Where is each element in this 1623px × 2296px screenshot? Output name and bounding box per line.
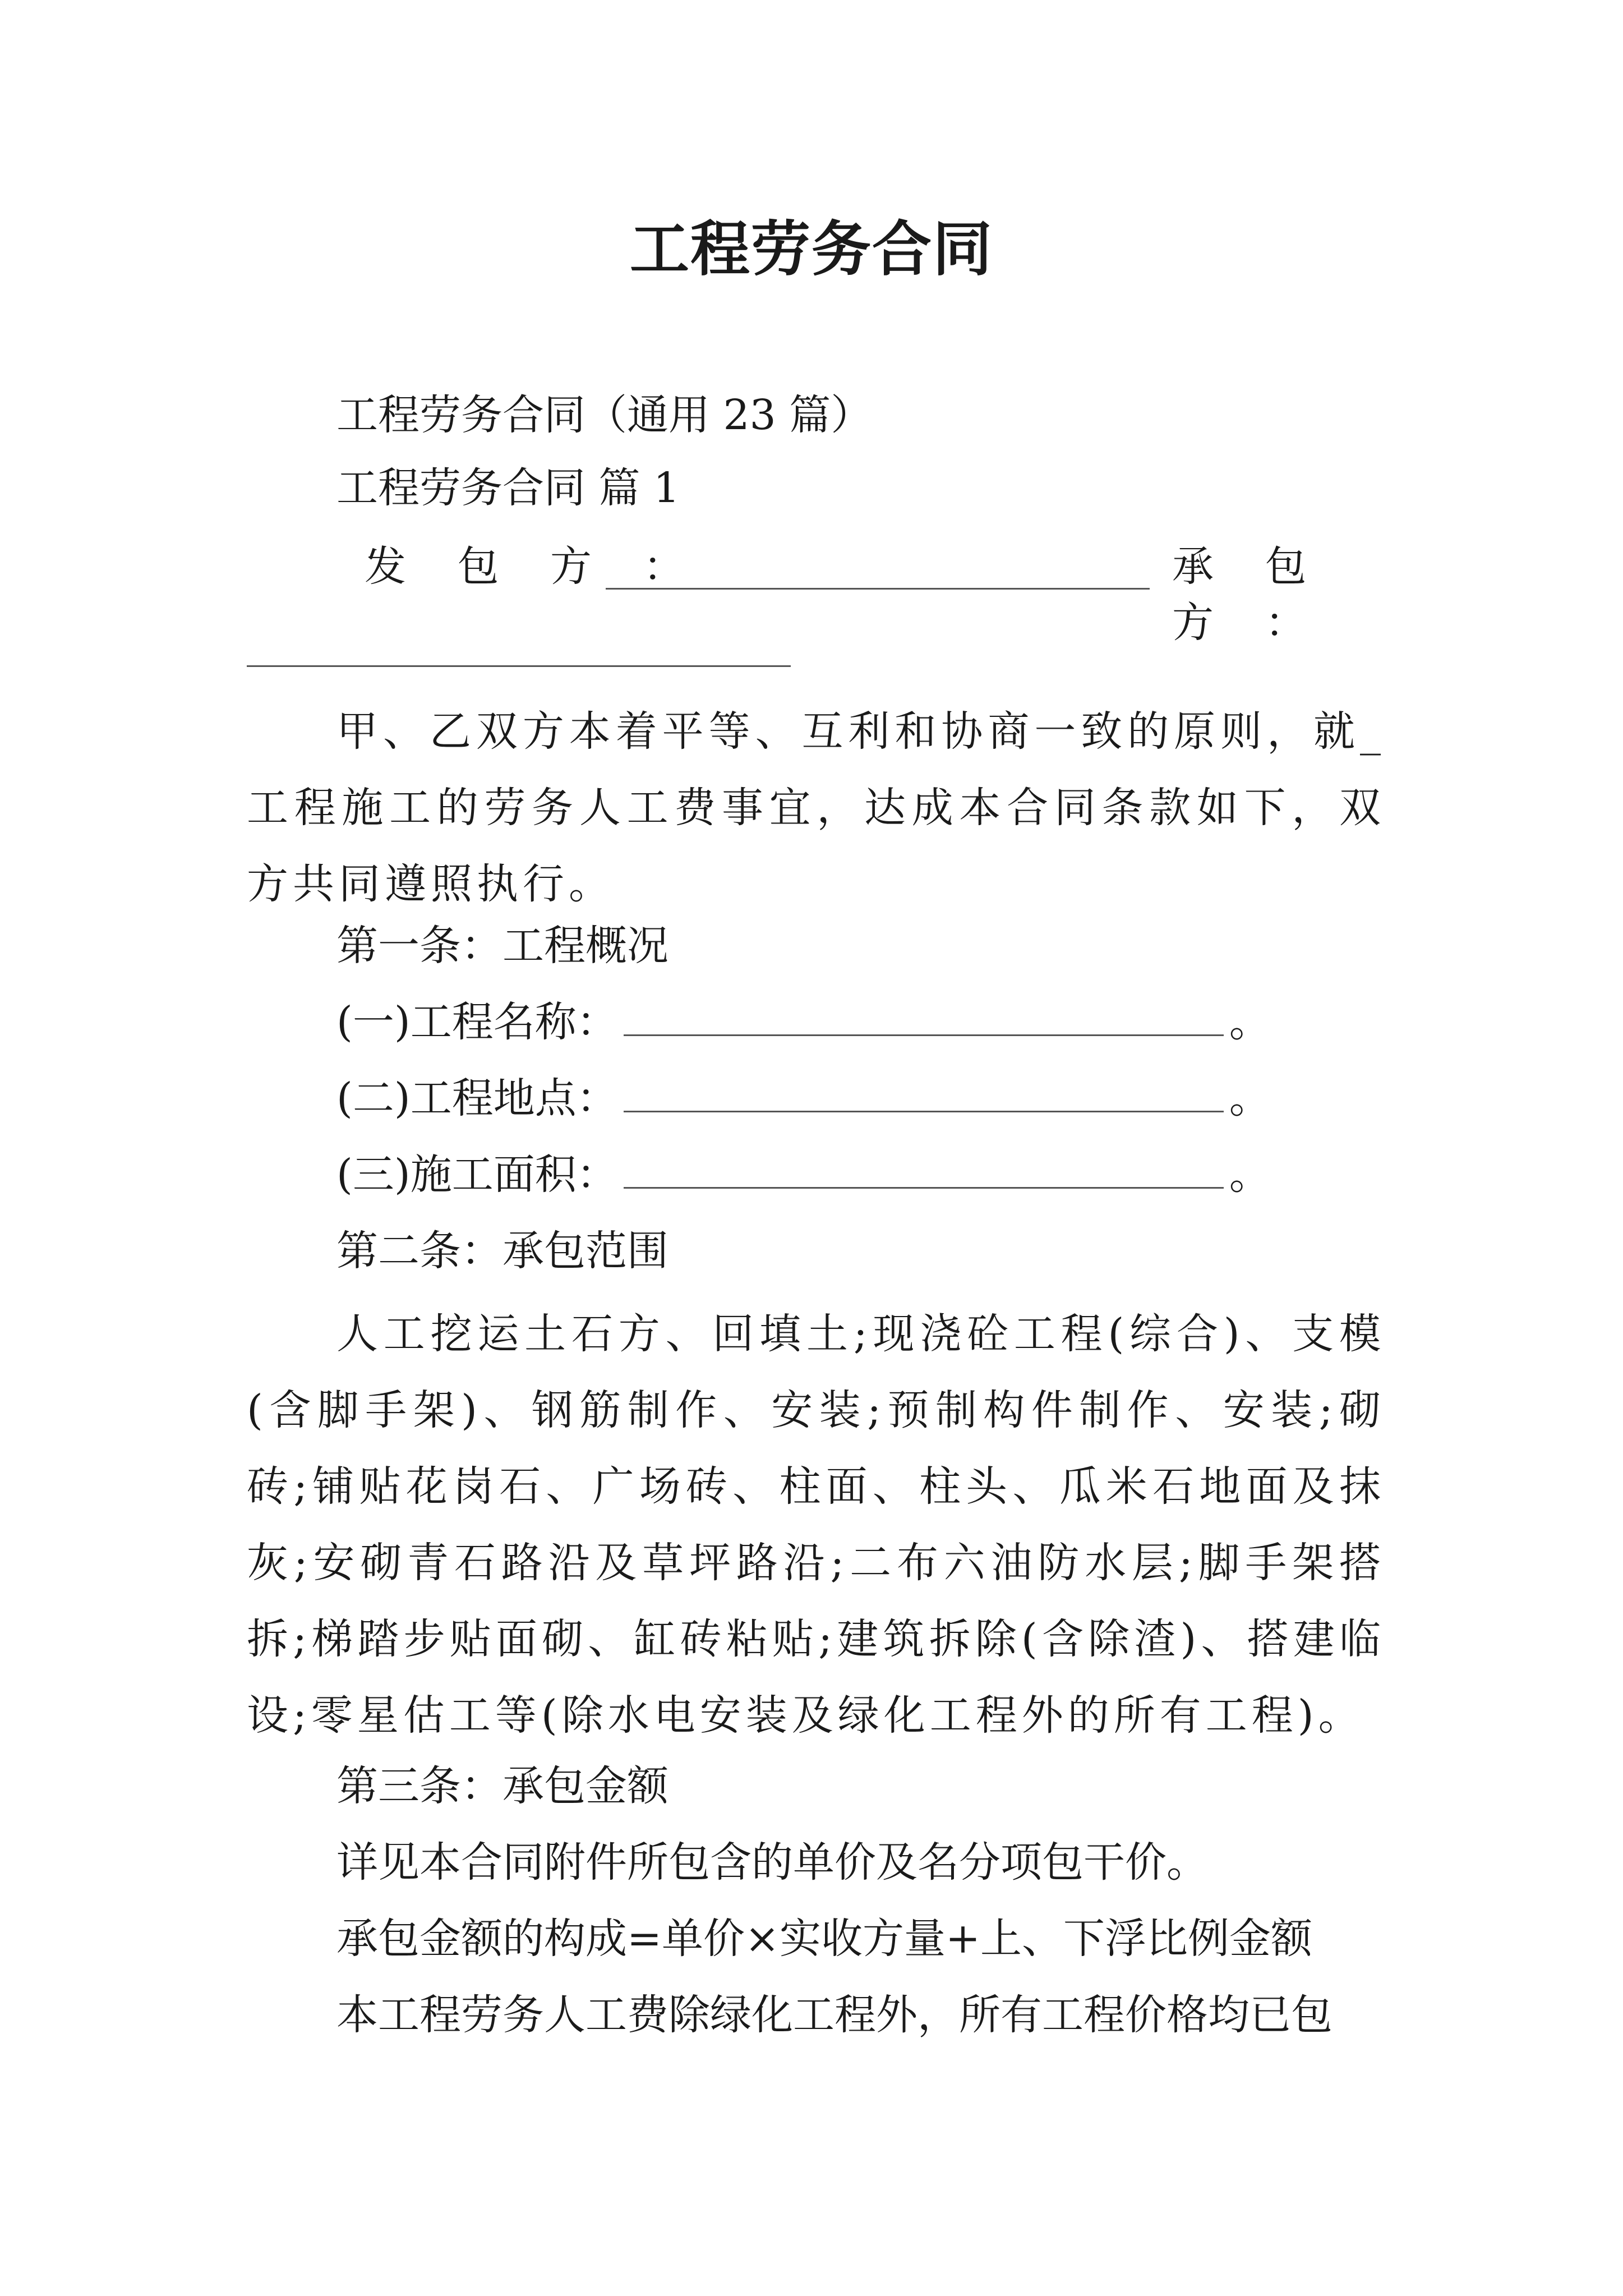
section-heading: 工程劳务合同 篇 1 (336, 464, 680, 512)
article2-heading: 第二条：承包范围 (336, 1227, 668, 1275)
article1-heading: 第一条：工程概况 (336, 922, 668, 970)
project-name-blank (624, 997, 1224, 1036)
project-location-label: (二)工程地点： (336, 1074, 618, 1122)
project-location-field (336, 1070, 1271, 1126)
party-a-blank (606, 588, 1150, 590)
end-mark: 。 (1229, 1074, 1271, 1122)
construction-area-field (336, 1147, 1271, 1203)
party-b-blank (247, 665, 791, 667)
end-mark: 。 (1229, 998, 1271, 1046)
article3-line1: 详见本合同附件所包含的单价及名分项包干价。 (336, 1838, 1208, 1887)
project-name-label: (一)工程名称： (336, 998, 618, 1046)
construction-area-blank (624, 1150, 1224, 1189)
party-a-label: 发 包 方 ： (365, 542, 704, 591)
project-name-field (336, 994, 1271, 1050)
document-title: 工程劳务合同 (630, 214, 993, 284)
article3-heading: 第三条：承包金额 (336, 1762, 668, 1810)
parties-line (365, 539, 1385, 647)
article3-line3: 本工程劳务人工费除绿化工程外，所有工程价格均已包 (336, 1991, 1332, 2039)
project-location-blank (624, 1074, 1224, 1112)
construction-area-label: (三)施工面积： (336, 1151, 618, 1199)
article2-body: 人工挖运土石方、回填土;现浇砼工程(综合)、支模(含脚手架)、钢筋制作、安装;预制构件制作、安装;砌砖;铺贴花岗石、广场砖、柱面、柱头、瓜米石地面及抹灰;安砌青石路沿及草坪路沿;二布六油防水层;脚手架搭拆;梯踏步贴面砌、缸砖粘贴;建筑拆除(含除渣)、搭建临设;零星估工等(除水电安装及绿化工程外的所有工程)。 (247, 1310, 1385, 1740)
document-subtitle: 工程劳务合同（通用 23 篇） (336, 391, 873, 439)
party-b-label: 承 包 方 ： (1172, 542, 1326, 647)
intro-paragraph: 甲、乙双方本着平等、互利和协商一致的原则，就_工程施工的劳务人工费事宜，达成本合同条款如下，双方共同遵照执行。 (247, 707, 1385, 908)
article3-line2: 承包金额的构成=单价×实收方量+上、下浮比例金额 (336, 1915, 1313, 1963)
end-mark: 。 (1229, 1151, 1271, 1199)
